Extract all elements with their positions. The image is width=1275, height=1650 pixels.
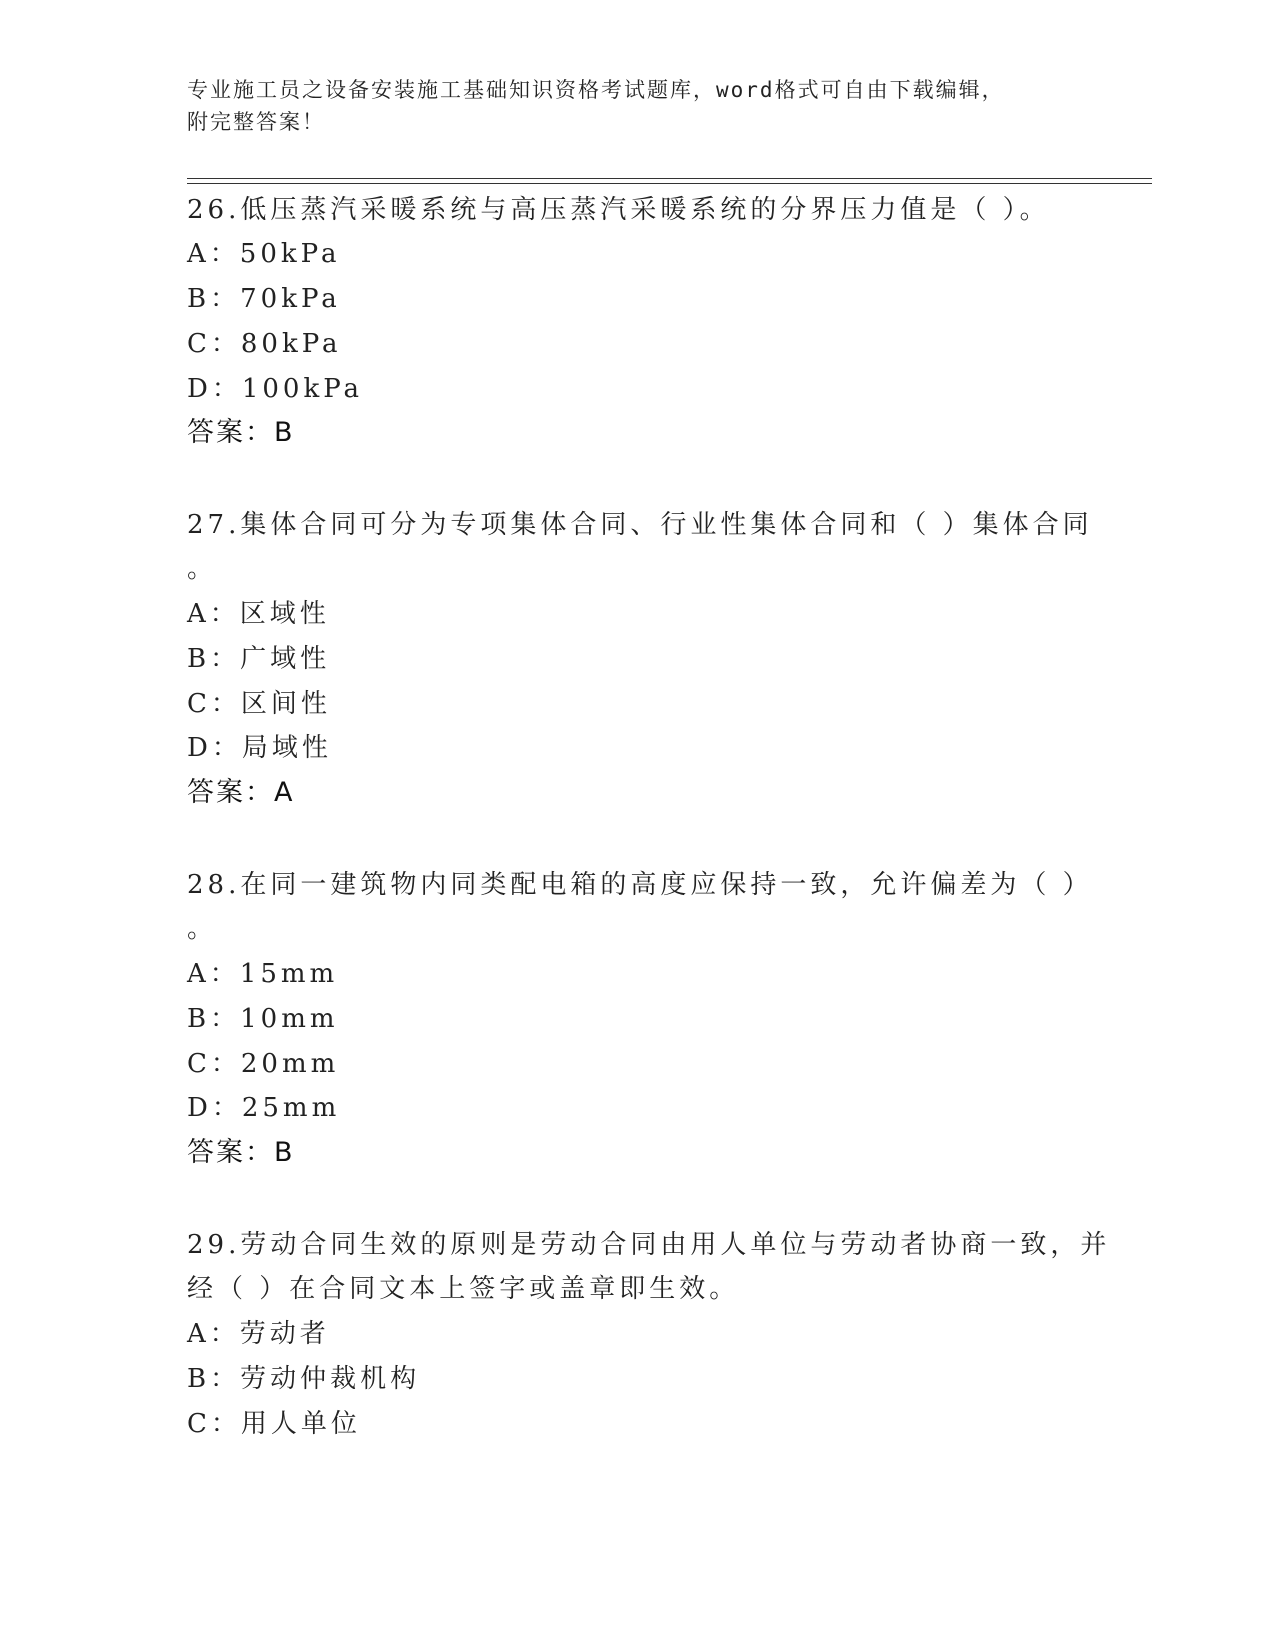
- question-29-option-c: C：用人单位: [187, 1409, 361, 1439]
- question-27-option-a: A：区域性: [187, 599, 330, 629]
- question-27-option-b: B：广域性: [187, 644, 331, 674]
- question-29-option-a: A：劳动者: [187, 1319, 330, 1349]
- question-29-stem-line-2: 经（ ）在合同文本上签字或盖章即生效。: [187, 1274, 740, 1304]
- question-26-option-a: A：50kPa: [187, 239, 341, 269]
- question-26-option-c: C：80kPa: [187, 329, 342, 359]
- question-26-option-d: D：100kPa: [187, 374, 364, 404]
- question-27-stem-line-1: 27.集体合同可分为专项集体合同、行业性集体合同和（ ）集体合同: [187, 510, 1093, 540]
- question-27-option-c: C：区间性: [187, 689, 331, 719]
- question-28-answer: 答案：B: [187, 1137, 295, 1168]
- question-28-option-a: A：15mm: [187, 959, 339, 989]
- question-26-option-b: B：70kPa: [187, 284, 341, 314]
- question-28-option-c: C：20mm: [187, 1049, 340, 1079]
- header-divider-top: [187, 178, 1152, 179]
- question-29-stem-line-1: 29.劳动合同生效的原则是劳动合同由用人单位与劳动者协商一致，并: [187, 1230, 1111, 1260]
- question-27-answer: 答案：A: [187, 777, 295, 808]
- header-line-2: 附完整答案！: [187, 110, 325, 134]
- question-26-answer: 答案：B: [187, 417, 295, 448]
- question-28-option-d: D：25mm: [187, 1093, 341, 1123]
- header-line-1: 专业施工员之设备安装施工基础知识资格考试题库，word格式可自由下载编辑，: [187, 78, 1005, 102]
- question-27-option-d: D：局域性: [187, 733, 332, 763]
- question-28-stem-line-1: 28.在同一建筑物内同类配电箱的高度应保持一致，允许偏差为（ ）: [187, 870, 1093, 900]
- question-29-option-b: B：劳动仲裁机构: [187, 1364, 421, 1394]
- question-28-stem-line-2: 。: [187, 914, 218, 944]
- question-26-stem: 26.低压蒸汽采暖系统与高压蒸汽采暖系统的分界压力值是（ ）。: [187, 195, 1050, 225]
- document-header: [187, 74, 1137, 138]
- header-divider-bottom: [187, 183, 1152, 184]
- question-27-stem-line-2: 。: [187, 554, 218, 584]
- question-28-option-b: B：10mm: [187, 1004, 339, 1034]
